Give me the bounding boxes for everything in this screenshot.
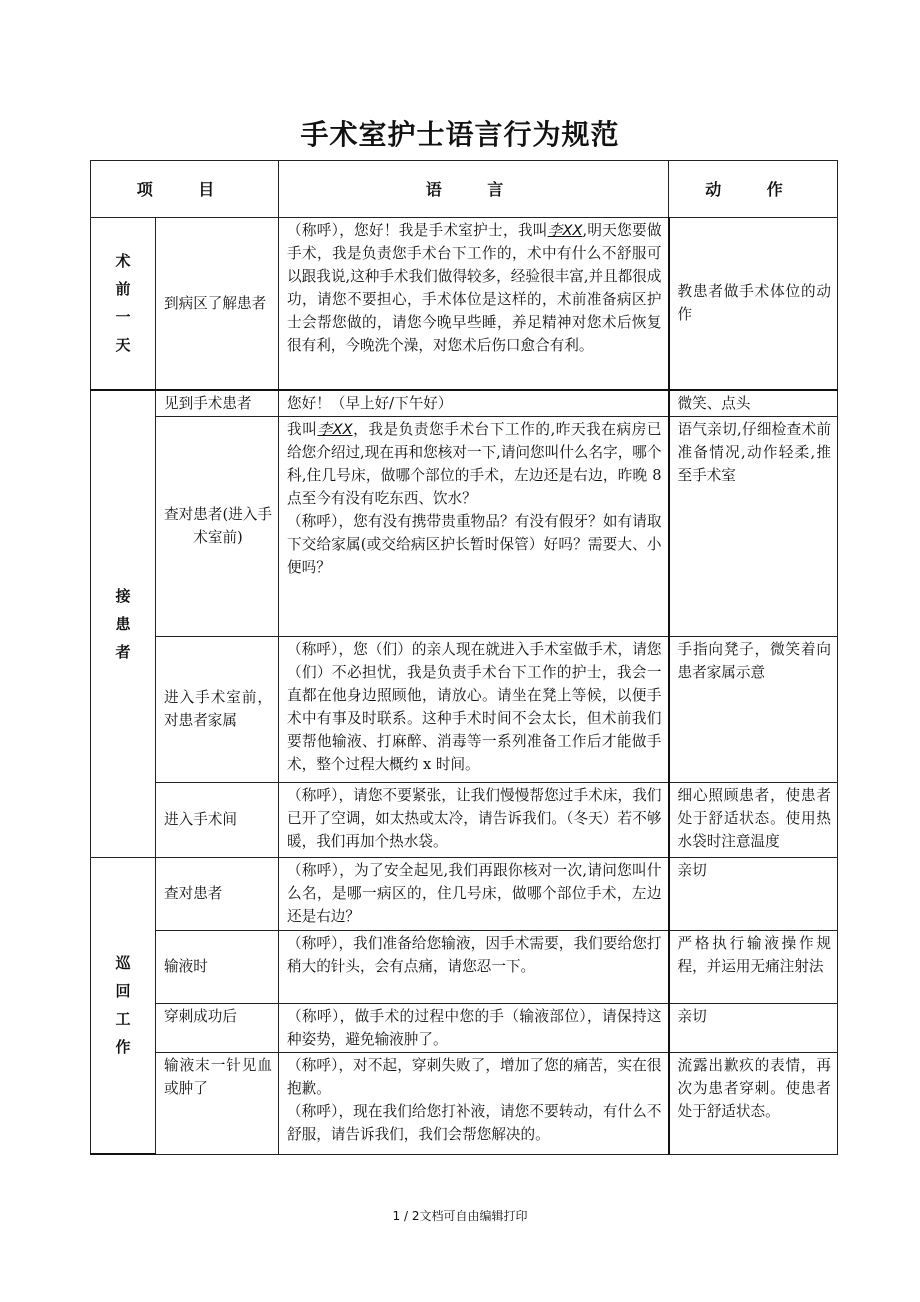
row-speech: （称呼），我们准备给您输液，因手术需要，我们要给您打稍大的针头，会有点痛，请您忍一下。	[279, 930, 669, 1003]
table-row	[91, 636, 838, 782]
nurse-name: 李XX	[317, 420, 353, 438]
table-row	[91, 1003, 838, 1052]
row-speech: （称呼），对不起，穿刺失败了，增加了您的痛苦，实在很抱歉。 （称呼），现在我们给您打补液，请您不要转动，有什么不舒服，请告诉我们，我们会帮您解决的。	[279, 1052, 669, 1154]
header-item: 项 目	[91, 161, 279, 218]
section-preop: 术前一天	[91, 218, 156, 390]
row-action: 微笑、点头	[669, 390, 838, 417]
row-action: 手指向凳子，微笑着向患者家属示意	[669, 636, 838, 782]
row-speech: 您好！（早上好/下午好）	[279, 390, 669, 417]
header-action: 动 作	[669, 161, 838, 218]
row-action: 语气亲切,仔细检查术前准备情况,动作轻柔,推至手术室	[669, 416, 838, 636]
table-row	[91, 416, 838, 636]
header-speech: 语 言	[279, 161, 669, 218]
section-circulate: 巡回工作	[91, 857, 156, 1154]
nurse-name: 李XX	[547, 222, 583, 239]
row-action: 细心照顾患者，使患者处于舒适状态。使用热水袋时注意温度	[669, 782, 838, 857]
row-speech: （称呼），您（们）的亲人现在就进入手术室做手术，请您（们）不必担忧，我是负责手术台下工作的护士，我会一直都在他身边照顾他，请放心。请坐在凳上等候，以便手术中有事及时联系。这种手术时间不会太长，但术前我们要帮他输液、打麻醉、消毒等一系列准备工作后才能做手术，整个过程大概约 x 时间。	[279, 636, 669, 782]
row-speech: （称呼），请您不要紧张，让我们慢慢帮您过手术床，我们已开了空调，如太热或太冷，请告诉我们。（冬天）若不够暖，我们再加个热水袋。	[279, 782, 669, 857]
row-item: 进入手术室前，对患者家属	[156, 636, 279, 782]
row-speech: 我叫李XX，我是负责您手术台下工作的,昨天我在病房已给您介绍过,现在再和您核对一下,请问您叫什么名字，哪个科,住几号床，做哪个部位的手术，左边还是右边，昨晚 8 点至今有没有吃东西、饮水？ （称呼），您有没有携带贵重物品？有没有假牙？如有请取下交给家属(或交给病区护长暂时保管）好吗？需要大、小便吗？	[279, 416, 669, 636]
row-item: 进入手术间	[156, 782, 279, 857]
row-action: 严格执行输液操作规程，并运用无痛注射法	[669, 930, 838, 1003]
section-receive: 接患者	[91, 390, 156, 858]
row-action: 教患者做手术体位的动作	[669, 218, 838, 390]
page-footer: 1 / 2文档可自由编辑打印	[392, 1209, 528, 1223]
table-row	[91, 857, 838, 930]
row-action: 亲切	[669, 857, 838, 930]
row-speech: （称呼），您好！我是手术室护士，我叫李XX,明天您要做手术，我是负责您手术台下工作的，术中有什么不舒服可以跟我说,这种手术我们做得较多，经验很丰富,并且都很成功，请您不要担心，手术体位是这样的，术前准备病区护士会帮您做的，请您今晚早些睡，养足精神对您术后恢复很有利，今晚洗个澡，对您术后伤口愈合有利。	[279, 218, 669, 390]
norms-table	[90, 160, 838, 1155]
row-item: 穿刺成功后	[156, 1003, 279, 1052]
row-speech: （称呼），做手术的过程中您的手（输液部位），请保持这种姿势，避免输液肿了。	[279, 1003, 669, 1052]
row-item: 查对患者	[156, 857, 279, 930]
table-row	[91, 930, 838, 1003]
row-item: 输液时	[156, 930, 279, 1003]
row-item: 到病区了解患者	[156, 218, 279, 390]
table-row	[91, 782, 838, 857]
row-action: 亲切	[669, 1003, 838, 1052]
document-title: 手术室护士语言行为规范	[300, 118, 620, 151]
row-item: 查对患者(进入手术室前)	[156, 416, 279, 636]
row-action: 流露出歉疚的表情，再次为患者穿刺。使患者处于舒适状态。	[669, 1052, 838, 1154]
row-speech: （称呼），为了安全起见,我们再跟你核对一次,请问您叫什么名，是哪一病区的，住几号床，做哪个部位手术，左边还是右边？	[279, 857, 669, 930]
row-item: 见到手术患者	[156, 390, 279, 417]
table-row	[91, 390, 838, 417]
table-row	[91, 1052, 838, 1154]
table-row	[91, 218, 838, 390]
header-row	[91, 161, 838, 218]
row-item: 输液末一针见血或肿了	[156, 1052, 279, 1154]
